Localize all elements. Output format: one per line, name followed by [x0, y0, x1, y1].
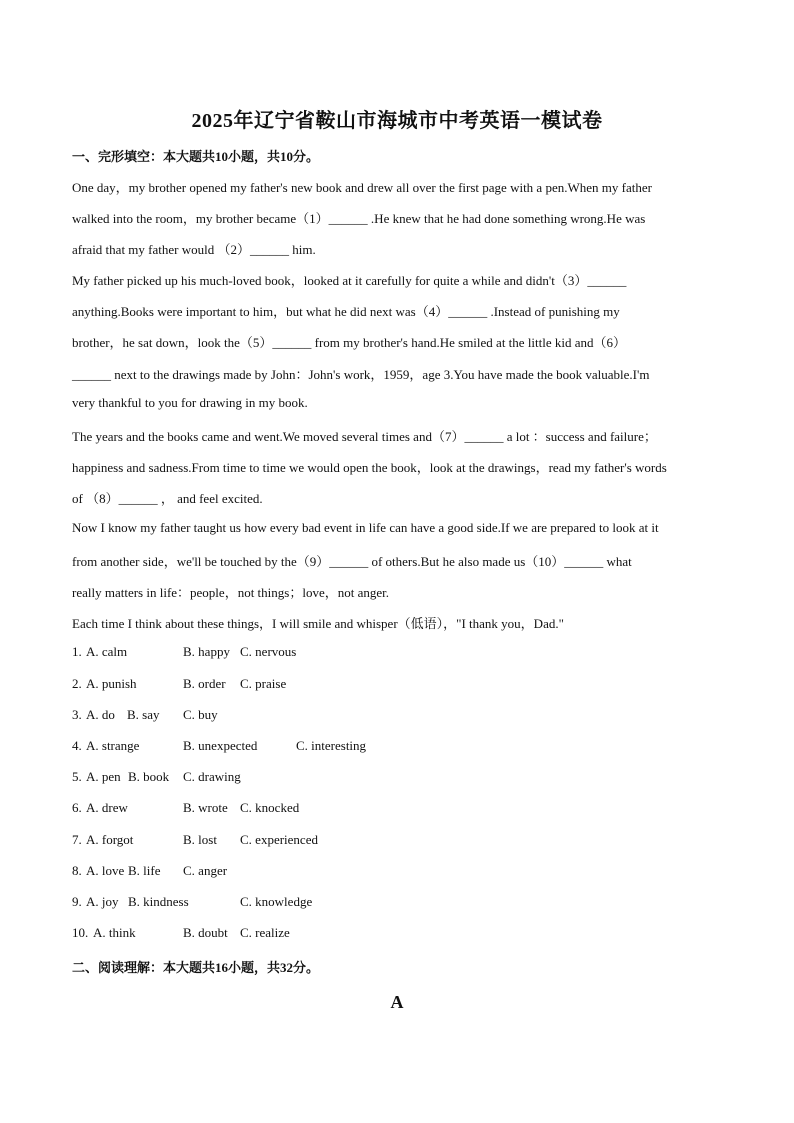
option-a[interactable]: A. pen [86, 769, 121, 784]
option-b[interactable]: B. doubt [183, 925, 228, 940]
option-c[interactable]: C. drawing [183, 769, 241, 784]
passage-line: very thankful to you for drawing in my book. [72, 395, 308, 410]
option-b[interactable]: B. book [128, 769, 170, 784]
option-b[interactable]: B. order [183, 676, 226, 691]
passage-line: brother，he sat down，look the（5）______ from my brother's hand.He smiled at the little kid and（6） [72, 335, 627, 350]
question-number: 4. [72, 738, 82, 753]
question-number: 8. [72, 863, 82, 878]
option-c[interactable]: C. interesting [296, 738, 367, 753]
option-a[interactable]: A. forgot [86, 832, 134, 847]
passage-line: anything.Books were important to him，but what he did next was（4）______ .Instead of punishing my [72, 304, 620, 319]
option-b[interactable]: B. wrote [183, 800, 228, 815]
passage-line: The years and the books came and went.We moved several times and（7）______ a lot ：success and failure； [72, 429, 657, 444]
option-c[interactable]: C. experienced [240, 832, 318, 847]
option-b[interactable]: B. happy [183, 644, 230, 659]
passage-line: One day，my brother opened my father's new book and drew all over the first page with a pen.When my father [72, 180, 652, 195]
question-number: 5. [72, 769, 82, 784]
question-number: 10. [72, 925, 89, 940]
option-b[interactable]: B. lost [183, 832, 217, 847]
part-a-label: A [390, 992, 404, 1012]
option-a[interactable]: A. joy [86, 894, 119, 909]
passage-line: really matters in life：people，not things；love，not anger. [72, 585, 389, 600]
passage-line: Each time I think about these things，I will smile and whisper（低语），"I thank you，Dad." [72, 616, 564, 631]
passage-line: ______ next to the drawings made by John：John's work，1959，age 3.You have made the book valuable.I'm [72, 367, 650, 382]
option-b[interactable]: B. say [127, 707, 160, 722]
passage-line: My father picked up his much-loved book，looked at it carefully for quite a while and didn't（3）______ [72, 273, 627, 288]
passage-line: happiness and sadness.From time to time we would open the book，look at the drawings，read my father's words [72, 460, 667, 475]
option-b[interactable]: B. kindness [128, 894, 189, 909]
option-a[interactable]: A. do [86, 707, 115, 722]
question-number: 6. [72, 800, 82, 815]
passage-line: Now I know my father taught us how every bad event in life can have a good side.If we are prepared to look at it [72, 520, 659, 535]
option-a[interactable]: A. drew [86, 800, 128, 815]
question-number: 3. [72, 707, 82, 722]
question-number: 2. [72, 676, 82, 691]
option-c[interactable]: C. knocked [240, 800, 300, 815]
option-c[interactable]: C. knowledge [240, 894, 313, 909]
section-1-heading: 一、完形填空：本大题共10小题，共10分。 [72, 149, 320, 164]
option-a[interactable]: A. calm [86, 644, 128, 659]
option-c[interactable]: C. realize [240, 925, 290, 940]
passage-line: afraid that my father would （2）______ him. [72, 242, 316, 257]
passage-line: walked into the room，my brother became（1）______ .He knew that he had done something wrong.He was [72, 211, 646, 226]
page-title: 2025年辽宁省鞍山市海城市中考英语一模试卷 [191, 110, 603, 132]
passage-line: of （8）______ ， and feel excited. [72, 491, 263, 506]
question-number: 1. [72, 644, 82, 659]
passage-line: from another side，we'll be touched by the（9）______ of others.But he also made us（10）______ what [72, 554, 632, 569]
question-number: 9. [72, 894, 82, 909]
option-a[interactable]: A. think [93, 925, 136, 940]
option-c[interactable]: C. praise [240, 676, 287, 691]
option-c[interactable]: C. anger [183, 863, 228, 878]
option-a[interactable]: A. love [86, 863, 125, 878]
option-b[interactable]: B. unexpected [183, 738, 258, 753]
option-a[interactable]: A. punish [86, 676, 137, 691]
question-number: 7. [72, 832, 82, 847]
option-c[interactable]: C. nervous [240, 644, 297, 659]
option-b[interactable]: B. life [128, 863, 161, 878]
option-a[interactable]: A. strange [86, 738, 140, 753]
section-2-heading: 二、阅读理解：本大题共16小题，共32分。 [72, 960, 320, 975]
option-c[interactable]: C. buy [183, 707, 218, 722]
